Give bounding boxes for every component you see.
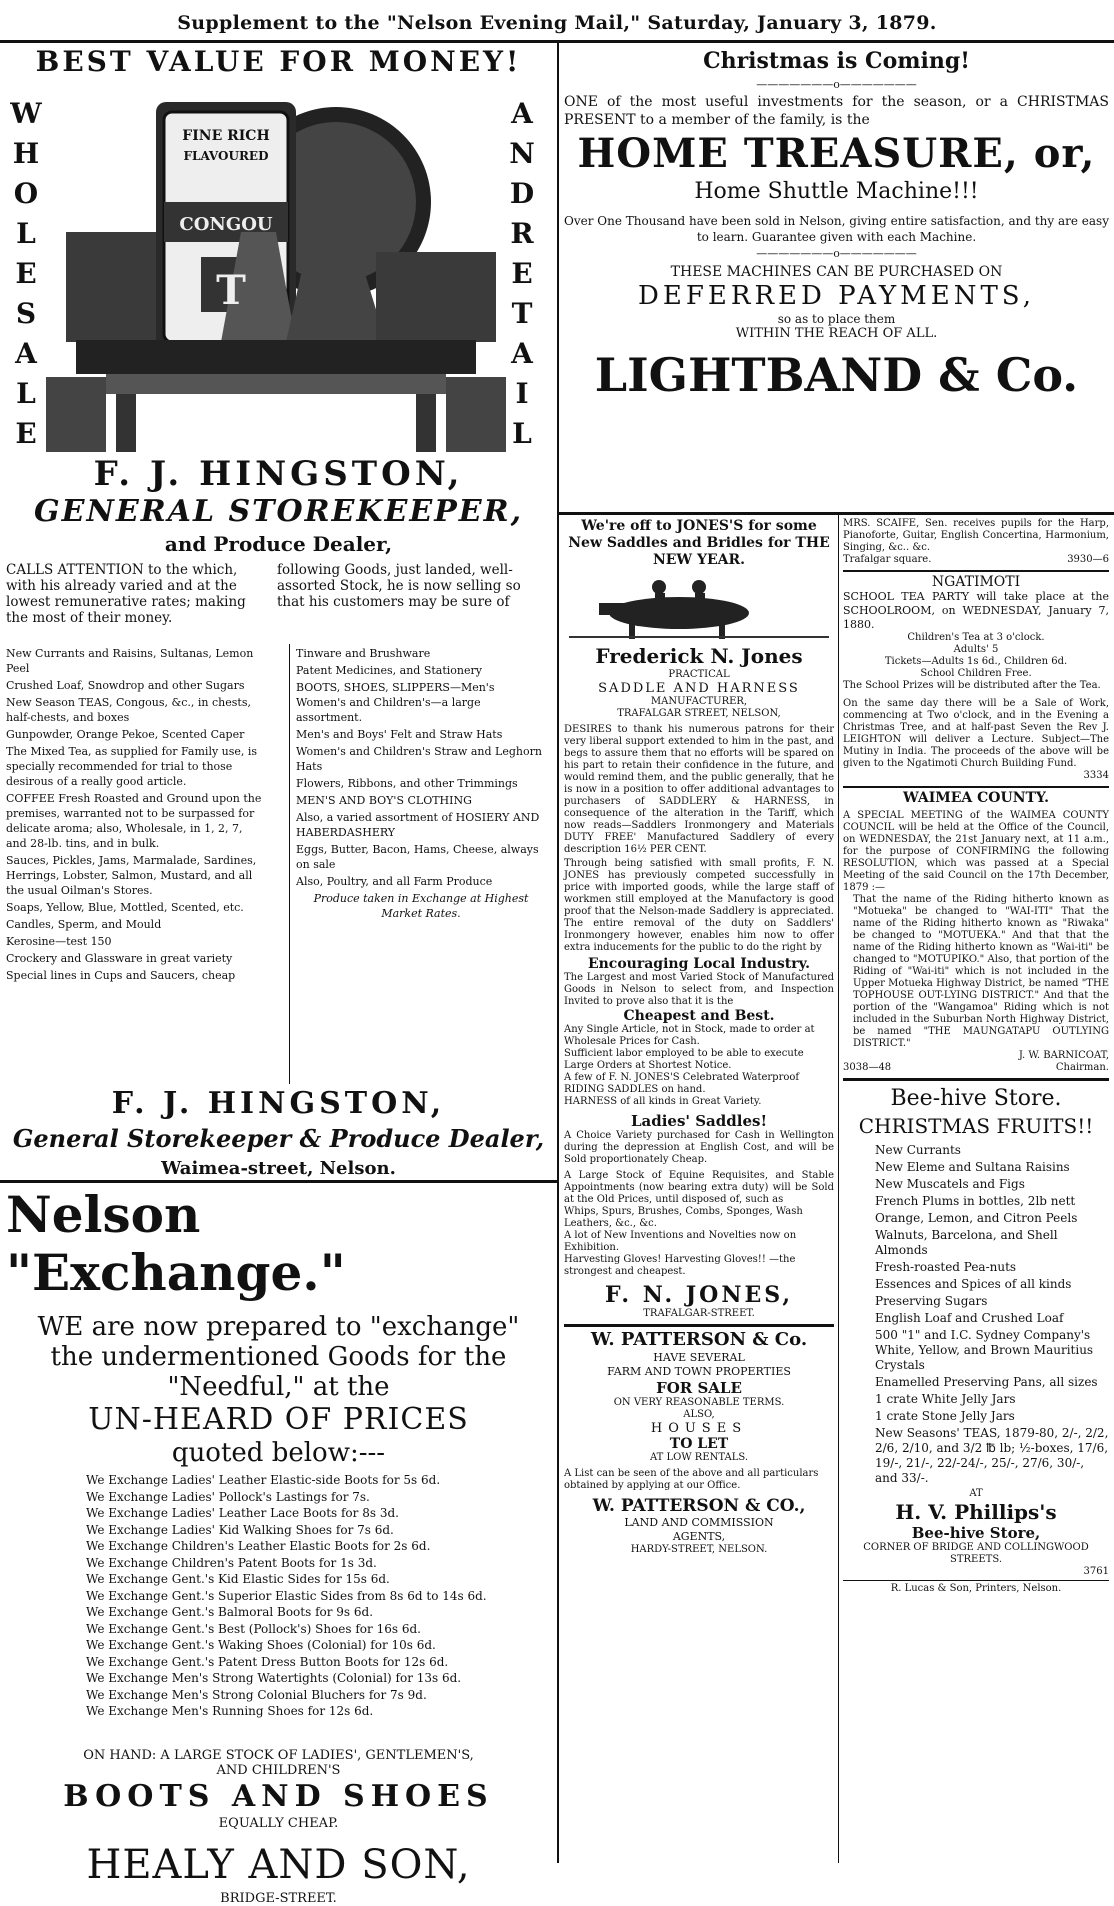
- beehive-ad: [843, 1078, 1109, 1595]
- exchange-line1: WE are now prepared to "exchange": [37, 1312, 520, 1342]
- jones-body2: Through being satisfied with small profits, F. N. JONES has previously competed successfully in price with imported goods, while the large staff of workmen still employed at the Manufactory is good proof that the Nelson-made Saddlery is appreciated. The entire removal of the duty on Saddlers' Ironmongery however, enables him now to offer extra inducements for the public to do the right by: [564, 858, 834, 953]
- list-item: New Eleme and Sultana Raisins: [875, 1160, 1070, 1174]
- exchange-equally: EQUALLY CHEAP.: [218, 1815, 339, 1831]
- exchange-boots: BOOTS AND SHOES: [63, 1778, 494, 1814]
- ngatimoti-body1: SCHOOL TEA PARTY will take place at the SCHOOLROOM, on WEDNESDAY, January 7, 1880.: [843, 590, 1109, 631]
- beehive-sub: CHRISTMAS FRUITS!!: [858, 1114, 1094, 1138]
- jones-body9: A Large Stock of Equine Requisites, and Stable Appointments (now bearing extra duty) will be Sold at the Old Prices, until disposed of, such as: [564, 1170, 834, 1205]
- exchange-price-list: [6, 1472, 551, 1720]
- list-item: We Exchange Ladies' Leather Elastic-side Boots for 5s 6d.: [86, 1473, 441, 1487]
- lightband-head: Christmas is Coming!: [703, 48, 970, 74]
- jones-name: Frederick N. Jones: [595, 644, 803, 668]
- list-item: Gunpowder, Orange Pekoe, Scented Caper: [6, 728, 245, 741]
- scaife-addr: Trafalgar square.: [843, 554, 932, 565]
- list-item: Candles, Sperm, and Mould: [6, 918, 162, 931]
- patterson-l12: HARDY-STREET, NELSON.: [630, 1544, 768, 1555]
- right-top-rule: [559, 512, 1114, 515]
- list-item: 1 crate White Jelly Jars: [875, 1392, 1016, 1406]
- ngatimoti-body5: School Children Free.: [920, 668, 1032, 679]
- list-item: Walnuts, Barcelona, and Shell Almonds: [875, 1228, 1058, 1257]
- list-item: New Currants and Raisins, Sultanas, Lemon Peel: [6, 647, 254, 675]
- list-item: Also, a varied assortment of HOSIERY AND HABERDASHERY: [296, 811, 540, 839]
- tea-label-congou: CONGOU: [179, 214, 273, 235]
- list-item: MEN'S AND BOY'S CLOTHING: [296, 794, 472, 807]
- patterson-l4: ON VERY REASONABLE TERMS.: [613, 1397, 785, 1408]
- patterson-l8: AT LOW RENTALS.: [649, 1452, 749, 1463]
- hingston-intro: [6, 562, 546, 626]
- jones-practical: PRACTICAL: [668, 669, 730, 680]
- lightband-deferred: DEFERRED PAYMENTS,: [638, 281, 1035, 311]
- jones-cheapest: Cheapest and Best.: [623, 1008, 775, 1024]
- beehive-corner: CORNER OF BRIDGE AND COLLINGWOOD STREETS.: [863, 1542, 1089, 1565]
- list-item: 500 "1" and I.C. Sydney Company's White, Yellow, and Brown Mauritius Crystals: [875, 1328, 1094, 1372]
- intro-right: following Goods, just landed, well-assorted Stock, he is now selling so that his customers may be sure of: [277, 562, 521, 610]
- list-item: Flowers, Ribbons, and other Trimmings: [296, 777, 518, 790]
- jones-body11: A lot of New Inventions and Novelties now on Exhibition.: [564, 1230, 797, 1253]
- side-and-retail: A N D R E T A I L: [509, 97, 535, 450]
- list-item: French Plums in bottles, 2lb nett: [875, 1194, 1076, 1208]
- jones-manuf: MANUFACTURER,: [650, 696, 748, 707]
- jones-body10: Whips, Spurs, Brushes, Combs, Sponges, Wash Leathers, &c., &c.: [564, 1206, 803, 1229]
- waimea-ad: [843, 786, 1109, 1074]
- list-item: Patent Medicines, and Stationery: [296, 664, 482, 677]
- beehive-at: AT: [969, 1488, 983, 1499]
- hingston-right-list: [296, 644, 546, 923]
- jones-body12: Harvesting Gloves! Harvesting Gloves!! —the strongest and cheapest.: [564, 1254, 796, 1277]
- jones-street: TRAFALGAR STREET, NELSON,: [617, 708, 781, 719]
- lightband-p4: so as to place them: [777, 312, 896, 326]
- hingston-name: F. J. HINGSTON,: [93, 454, 464, 494]
- scaife-footer: [843, 554, 1109, 566]
- ngatimoti-ad: [843, 570, 1109, 782]
- list-item: Produce taken in Exchange at Highest Market Rates.: [313, 892, 529, 920]
- exchange-onhand1: ON HAND: A LARGE STOCK OF LADIES', GENTLEMEN'S,: [83, 1747, 474, 1763]
- hingston-footer-addr: Waimea-street, Nelson.: [161, 1158, 396, 1179]
- list-divider: [289, 644, 290, 1084]
- list-item: 1 crate Stone Jelly Jars: [875, 1409, 1015, 1423]
- list-item: English Loaf and Crushed Loaf: [875, 1311, 1064, 1325]
- jones-body4: Any Single Article, not in Stock, made to order at Wholesale Prices for Cash.: [564, 1024, 815, 1047]
- list-item: We Exchange Gent.'s Waking Shoes (Colonial) for 10s 6d.: [86, 1638, 436, 1652]
- jones-enc: Encouraging Local Industry.: [587, 956, 811, 972]
- tea-label-flavoured: FLAVOURED: [183, 149, 269, 163]
- patterson-l3: FOR SALE: [656, 1379, 742, 1397]
- patterson-l7: TO LET: [669, 1436, 729, 1452]
- tea-label-t: T: [216, 267, 246, 314]
- lightband-sub: Home Shuttle Machine!!!: [694, 179, 979, 204]
- beehive-ref: 3761: [1083, 1566, 1109, 1577]
- exchange-ad: [6, 1185, 551, 1906]
- patterson-name2: W. PATTERSON & CO.,: [592, 1496, 806, 1516]
- ngatimoti-body7: On the same day there will be a Sale of Work, commencing at Two o'clock, and in the Evening a Christmas Tree, and at half-past Seven the Rev J. LEIGHTON will deliver a Lecture. Subject—The Mutiny in India. The proceeds of the above will be given to the Ngatimoti Church Building Fund.: [843, 698, 1109, 769]
- waimea-sig: J. W. BARNICOAT,: [1018, 1050, 1109, 1061]
- beehive-list: [843, 1143, 1109, 1486]
- list-item: Tinware and Brushware: [296, 647, 431, 660]
- list-item: We Exchange Children's Leather Elastic Boots for 2s 6d.: [86, 1539, 431, 1553]
- jones-trade: SADDLE AND HARNESS: [598, 681, 800, 696]
- list-item: BOOTS, SHOES, SLIPPERS—Men's Women's and Children's—a large assortment.: [296, 681, 495, 724]
- lightband-ad: [564, 46, 1109, 506]
- list-item: We Exchange Gent.'s Balmoral Boots for 9s 6d.: [86, 1605, 374, 1619]
- exchange-firm: HEALY AND SON,: [86, 1841, 471, 1888]
- patterson-l2: FARM AND TOWN PROPERTIES: [607, 1365, 791, 1378]
- exchange-line3: "Needful," at the: [167, 1372, 390, 1402]
- waimea-body1: A SPECIAL MEETING of the WAIMEA COUNTY COUNCIL will be held at the Office of the Council, on WEDNESDAY, the 21st January next, at 11 a.m., for the purpose of CONFIRMING the following RESOLUTION, which was passed at a Special Meeting of the said Council on the 17th December, 1879 :—: [843, 810, 1109, 893]
- intro-left: CALLS ATTENTION to the which, with his already varied and at the lowest remunerative rates; making the most of their money.: [6, 562, 246, 626]
- list-item: Preserving Sugars: [875, 1294, 988, 1308]
- horse-rider-engraving: [569, 573, 829, 643]
- jones-body1: DESIRES to thank his numerous patrons for their very liberal support extended to him in the past, and begs to assure them that no efforts will be spared on his part to retain their confidence in the future, and would remind them, and the public generally, that he is now in a position to offer additional advantages to purchasers of SADDLERY & HARNESS, in consequence of the alteration in the Tariff, which now reads—Saddlers Ironmongery and Materials DUTY FREE' Manufactured Saddlery of every description 16½ PER CENT.: [564, 724, 834, 855]
- exchange-onhand2: AND CHILDREN'S: [216, 1762, 341, 1778]
- jones-footer: F. N. JONES,: [605, 1282, 793, 1308]
- jones-body3: The Largest and most Varied Stock of Manufactured Goods in Nelson to select from, and Inspection Invited to prove also that it is the: [564, 972, 834, 1007]
- list-item: We Exchange Children's Patent Boots for 1s 3d.: [86, 1555, 377, 1570]
- list-item: Special lines in Cups and Saucers, cheap: [6, 969, 236, 982]
- list-item: Crushed Loaf, Snowdrop and other Sugars: [6, 679, 245, 692]
- ngatimoti-body6: The School Prizes will be distributed after the Tea.: [843, 680, 1101, 691]
- list-item: Men's and Boys' Felt and Straw Hats: [296, 728, 503, 741]
- tea-engraving-illustration: [46, 82, 506, 452]
- jones-top: We're off to JONES'S for some New Saddles and Bridles for THE NEW YEAR.: [568, 518, 830, 568]
- scaife-ref: 3930—6: [1067, 554, 1109, 565]
- list-item: Crockery and Glassware in great variety: [6, 952, 233, 965]
- patterson-name: W. PATTERSON & Co.: [590, 1329, 808, 1350]
- beehive-head: Bee-hive Store.: [890, 1086, 1062, 1111]
- list-item: New Currants: [875, 1143, 961, 1157]
- list-item: We Exchange Gent.'s Patent Dress Button Boots for 12s 6d.: [86, 1654, 449, 1669]
- column-divider: [557, 43, 559, 1863]
- list-item: Orange, Lemon, and Citron Peels: [875, 1211, 1078, 1225]
- right-col-divider: [838, 515, 839, 1863]
- list-item: We Exchange Ladies' Kid Walking Shoes for 7s 6d.: [86, 1522, 394, 1537]
- list-item: Enamelled Preserving Pans, all sizes: [875, 1375, 1098, 1389]
- ngatimoti-body3: Adults' 5: [953, 644, 999, 655]
- hingston-title: GENERAL STOREKEEPER,: [33, 494, 524, 529]
- jones-ladies: Ladies' Saddles!: [630, 1112, 768, 1130]
- side-wholesale: W H O L E S A L E: [10, 97, 42, 450]
- list-item: Women's and Children's Straw and Leghorn Hats: [296, 745, 542, 773]
- jones-body5: Sufficient labor employed to be able to execute Large Orders at Shortest Notice.: [564, 1048, 804, 1071]
- left-section-rule: [0, 1180, 557, 1183]
- waimea-chair: Chairman.: [1055, 1062, 1109, 1073]
- lightband-p2: Over One Thousand have been sold in Nelson, giving entire satisfaction, and thy are easy to learn. Guarantee given with each Machine.: [564, 214, 1109, 244]
- hingston-footer-name: F. J. HINGSTON,: [111, 1086, 446, 1121]
- list-item: New Muscatels and Figs: [875, 1177, 1025, 1191]
- lightband-big: HOME TREASURE, or,: [577, 130, 1096, 177]
- exchange-street: BRIDGE-STREET.: [220, 1890, 337, 1906]
- exchange-line2: the undermentioned Goods for the: [50, 1342, 507, 1372]
- hingston-footer-title: General Storekeeper & Produce Dealer,: [12, 1124, 545, 1153]
- list-item: We Exchange Gent.'s Superior Elastic Sides from 8s 6d to 14s 6d.: [86, 1588, 487, 1603]
- jones-body8: A Choice Variety purchased for Cash in Wellington during the depression at English Cost, and will be Sold proportionately Cheap.: [564, 1130, 834, 1165]
- list-item: Eggs, Butter, Bacon, Hams, Cheese, always on sale: [296, 843, 539, 871]
- list-item: Soaps, Yellow, Blue, Mottled, Scented, etc.: [6, 901, 244, 914]
- hingston-left-list: [6, 644, 266, 985]
- list-item: The Mixed Tea, as supplied for Family use, is specially recommended for trial to those desirous of a really good article.: [6, 745, 258, 788]
- list-item: COFFEE Fresh Roasted and Ground upon the premises, warranted not to be surpassed for delicate aroma; also, Wholesale, in 1, 2, 7, and 28-lb. tins, and in bulk.: [6, 792, 262, 850]
- list-item: We Exchange Men's Strong Watertights (Colonial) for 13s 6d.: [86, 1671, 462, 1685]
- list-item: Also, Poultry, and all Farm Produce: [296, 875, 493, 888]
- list-item: We Exchange Men's Running Shoes for 12s 6d.: [86, 1704, 374, 1718]
- ornament: ———————o———————: [756, 78, 917, 91]
- tea-label-rich: FINE RICH: [182, 128, 270, 144]
- jones-footer2: TRAFALGAR-STREET.: [643, 1308, 755, 1319]
- patterson-l11: AGENTS,: [672, 1530, 726, 1543]
- list-item: Essences and Spices of all kinds: [875, 1277, 1072, 1291]
- patterson-ad: [564, 1324, 834, 1556]
- list-item: New Season TEAS, Congous, &c., in chests, half-chests, and boxes: [6, 696, 251, 724]
- masthead: Supplement to the "Nelson Evening Mail," Saturday, January 3, 1879.: [177, 12, 937, 34]
- hingston-banner: BEST VALUE FOR MONEY!: [35, 45, 522, 78]
- printers-imprint: R. Lucas & Son, Printers, Nelson.: [843, 1580, 1109, 1595]
- waimea-head: WAIMEA COUNTY.: [903, 790, 1049, 806]
- ngatimoti-ref: 3334: [1083, 770, 1109, 781]
- lightband-p3: THESE MACHINES CAN BE PURCHASED ON: [670, 264, 1003, 280]
- ngatimoti-head: NGATIMOTI: [931, 574, 1021, 590]
- patterson-l9: A List can be seen of the above and all particulars obtained by applying at our Office.: [564, 1468, 819, 1491]
- exchange-line5: quoted below:---: [171, 1438, 386, 1468]
- jones-body6: A few of F. N. JONES'S Celebrated Waterproof RIDING SADDLES on hand.: [564, 1072, 800, 1095]
- beehive-firm: H. V. Phillips's: [895, 1500, 1057, 1524]
- list-item: We Exchange Gent.'s Best (Pollock's) Shoes for 16s 6d.: [86, 1621, 421, 1636]
- lightband-p5: WITHIN THE REACH OF ALL.: [735, 326, 938, 341]
- hingston-ad: [6, 46, 551, 1191]
- patterson-l10: LAND AND COMMISSION: [624, 1516, 774, 1529]
- list-item: We Exchange Men's Strong Colonial Bluchers for 7s 9d.: [86, 1687, 427, 1702]
- exchange-title: Nelson "Exchange.": [6, 1185, 346, 1302]
- patterson-l5: ALSO,: [683, 1409, 715, 1420]
- lightband-p1: ONE of the most useful investments for the season, or a CHRISTMAS PRESENT to a member of the family, is the: [564, 94, 1109, 128]
- list-item: We Exchange Ladies' Leather Lace Boots for 8s 3d.: [86, 1506, 399, 1520]
- list-item: Kerosine—test 150: [6, 935, 112, 948]
- beehive-store: Bee-hive Store,: [911, 1524, 1041, 1542]
- jones-ad: [564, 518, 834, 1848]
- ngatimoti-body2: Children's Tea at 3 o'clock.: [907, 632, 1045, 643]
- waimea-footer: [843, 1062, 1109, 1074]
- lightband-firm: LIGHTBAND & Co.: [594, 348, 1079, 402]
- waimea-body2: That the name of the Riding hitherto known as "Motueka" be changed to "WAI-ITI" That the name of the Riding hitherto known as "Riwaka" be changed to "MOTUEKA." And that that the name of the Riding hitherto known as "Wai-iti" be changed to "MOTUPIKO." Also, that portion of the Riding of "Wai-iti" which is not included in the Upper Motueka Highway District, be named "THE TOPHOUSE OUT-LYING DISTRICT." And that the portion of the "Wangamoa" Riding which is not included in the Suburban North Highway District, be named "THE MAUNGATAPU OUTLYING DISTRICT.": [853, 894, 1109, 1049]
- list-item: We Exchange Ladies' Pollock's Lastings for 7s.: [86, 1489, 370, 1504]
- patterson-l6: HOUSES: [650, 1421, 748, 1436]
- scaife-body: MRS. SCAIFE, Sen. receives pupils for the Harp, Pianoforte, Guitar, English Concertina, Harmonium, Singing, &c.. &c.: [843, 518, 1109, 553]
- right-far-column: [843, 518, 1109, 1863]
- patterson-l1: HAVE SEVERAL: [653, 1351, 745, 1364]
- hingston-subtitle: and Produce Dealer,: [164, 532, 393, 556]
- waimea-ref: 3038—48: [843, 1062, 892, 1073]
- exchange-line4: UN-HEARD OF PRICES: [88, 1402, 469, 1437]
- jones-body7: HARNESS of all kinds in Great Variety.: [564, 1096, 762, 1107]
- list-item: Sauces, Pickles, Jams, Marmalade, Sardines, Herrings, Lobster, Salmon, Mustard, and all the usual Oilman's Stores.: [6, 854, 257, 897]
- list-item: New Seasons' TEAS, 1879-80, 2/-, 2/2, 2/6, 2/10, and 3/2 ℔ lb; ½-boxes, 17/6, 19/-, 21/-, 22/-24/-, 25/-, 27/6, 30/-, and 33/-.: [875, 1426, 1109, 1485]
- list-item: We Exchange Gent.'s Kid Elastic Sides for 15s 6d.: [86, 1572, 390, 1586]
- list-item: Fresh-roasted Pea-nuts: [875, 1260, 1017, 1274]
- ngatimoti-body4: Tickets—Adults 1s 6d., Children 6d.: [884, 656, 1068, 667]
- ornament: ———————o———————: [756, 247, 917, 260]
